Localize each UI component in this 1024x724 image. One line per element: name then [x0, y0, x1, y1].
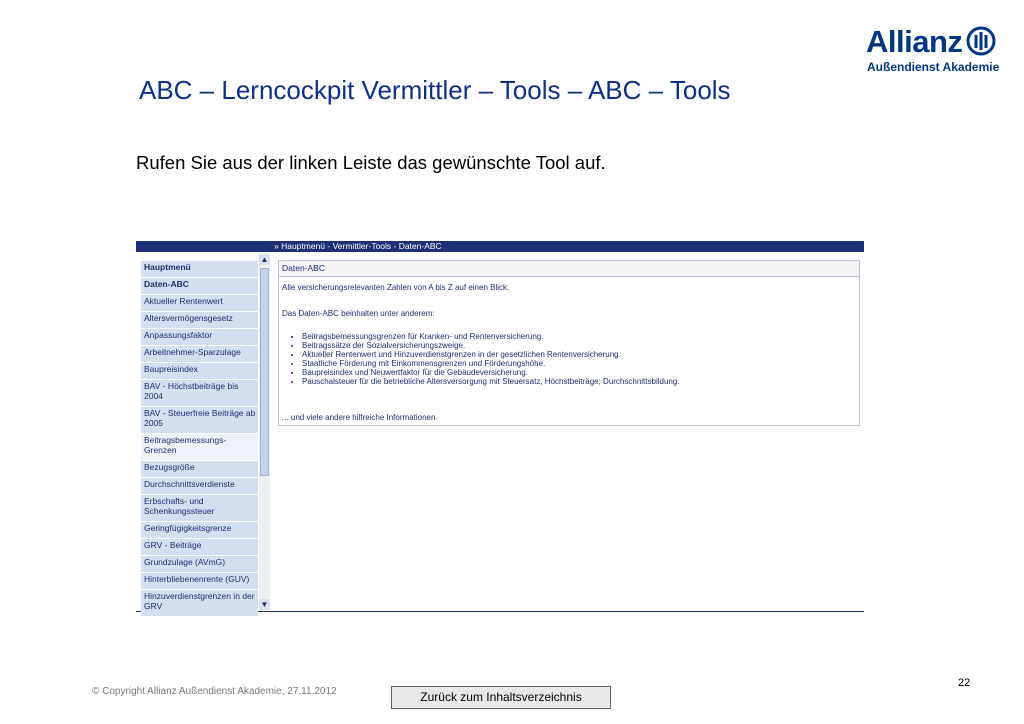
scroll-down-icon[interactable]: ▼ [260, 600, 269, 609]
panel-lead: Das Daten-ABC beinhalten unter anderem: [282, 309, 435, 318]
nav-item-hauptmenue[interactable]: Hauptmenü [141, 261, 258, 278]
nav-item-hinterbliebenenrente[interactable]: Hinterbliebenenrente (GUV) [141, 573, 258, 590]
nav-item-baupreisindex[interactable]: Baupreisindex [141, 363, 258, 380]
allianz-eagle-icon [966, 26, 996, 56]
nav-item-beitragsbemessungsgrenzen[interactable]: Beitragsbemessungs-Grenzen [141, 434, 258, 461]
instruction-text: Rufen Sie aus der linken Leiste das gewünschte Tool auf. [136, 152, 606, 173]
scroll-up-icon[interactable]: ▲ [260, 255, 269, 264]
page-title: ABC – Lerncockpit Vermittler – Tools – ABC – Tools [139, 75, 731, 105]
list-item: • Pauschalsteuer für die betriebliche Altersversorgung mit Steuersatz, Höchstbeiträge; Durchschnittsbildung. [302, 377, 680, 386]
page-number: 22 [958, 677, 971, 689]
nav-item-grv-beitraege[interactable]: GRV - Beiträge [141, 539, 258, 556]
list-item: • Beitragssätze der Sozialversicherungszweige. [302, 341, 680, 350]
panel-outro: ... und viele andere hilfreiche Informationen. [282, 413, 438, 422]
tool-screenshot [136, 241, 864, 612]
panel-bullet-list [282, 332, 680, 386]
panel-intro: Alle versicherungsrelevanten Zahlen von A bis Z auf einen Blick. [282, 283, 510, 292]
nav-item-bav-2004[interactable]: BAV - Höchstbeiträge bis 2004 [141, 380, 258, 407]
logo-wordmark: Allianz [866, 24, 963, 59]
list-item: • Baupreisindex und Neuwertfaktor für die Gebäudeversicherung. [302, 368, 680, 377]
nav-item-sparzulage[interactable]: Arbeitnehmer-Sparzulage [141, 346, 258, 363]
sidebar-scrollbar[interactable] [259, 254, 270, 610]
breadcrumb-bar [136, 241, 864, 252]
nav-item-bezugsgroesse[interactable]: Bezugsgröße [141, 461, 258, 478]
nav-item-bav-2005[interactable]: BAV - Steuerfreie Beiträge ab 2005 [141, 407, 258, 434]
nav-item-grundzulage[interactable]: Grundzulage (AVmG) [141, 556, 258, 573]
allianz-logo [866, 24, 1006, 76]
panel-heading: Daten-ABC [279, 261, 859, 277]
list-item: • Aktueller Rentenwert und Hinzuverdienstgrenzen in der gesetzlichen Rentenversicherung. [302, 350, 680, 359]
copyright-text: © Copyright Allianz Außendienst Akademie, 27.11.2012 [92, 686, 337, 697]
list-item: • Beitragsbemessungsgrenzen für Kranken- und Rentenversicherung. [302, 332, 680, 341]
nav-item-anpassungsfaktor[interactable]: Anpassungsfaktor [141, 329, 258, 346]
nav-item-hinzuverdienstgrenzen[interactable]: Hinzuverdienstgrenzen in der GRV [141, 590, 258, 617]
breadcrumb: » Hauptmenü - Vermittler-Tools - Daten-ABC [274, 241, 442, 251]
nav-item-rentenwert[interactable]: Aktueller Rentenwert [141, 295, 258, 312]
nav-item-geringfuegigkeitsgrenze[interactable]: Geringfügigkeitsgrenze [141, 522, 258, 539]
list-item: • Staatliche Förderung mit Einkommensgrenzen und Förderungshöhe. [302, 359, 680, 368]
content-panel [278, 260, 860, 426]
sidebar-nav [141, 261, 258, 617]
nav-item-altersvermoegensgesetz[interactable]: Altersvermögensgesetz [141, 312, 258, 329]
nav-item-erbschaftssteuer[interactable]: Erbschafts- und Schenkungssteuer [141, 495, 258, 522]
back-to-toc-button[interactable]: Zurück zum Inhaltsverzeichnis [391, 686, 611, 709]
logo-subtitle: Außendienst Akademie [867, 60, 1000, 74]
nav-item-durchschnittsverdienste[interactable]: Durchschnittsverdienste [141, 478, 258, 495]
nav-item-daten-abc[interactable]: Daten-ABC [141, 278, 258, 295]
scroll-thumb[interactable] [260, 268, 269, 476]
